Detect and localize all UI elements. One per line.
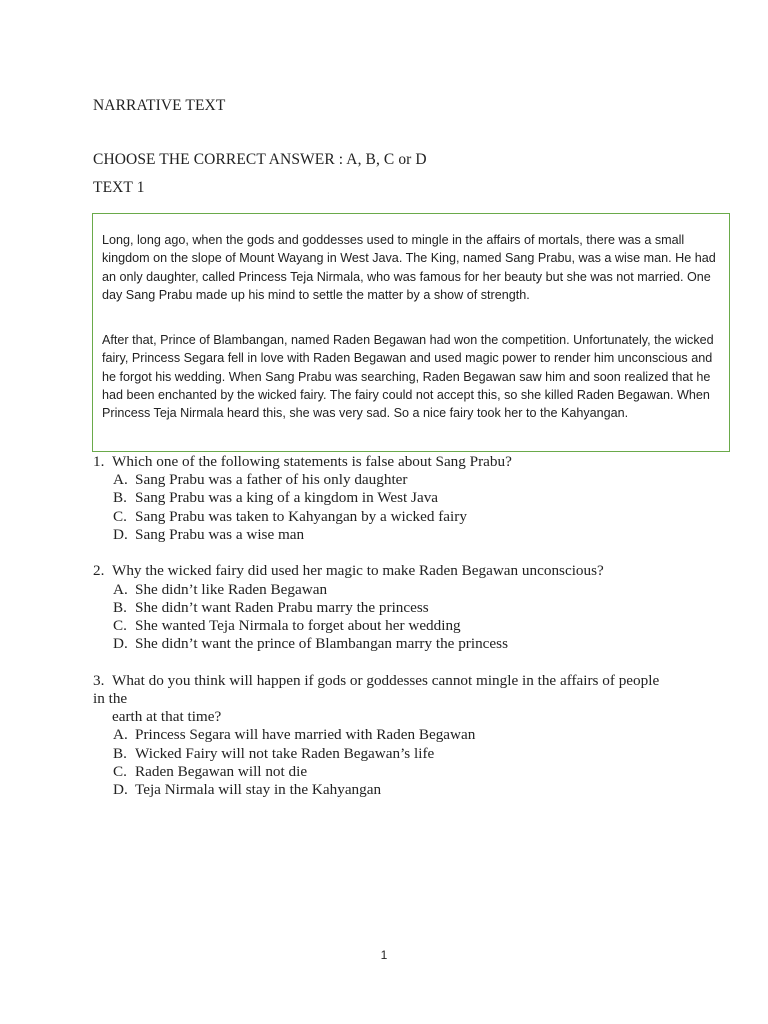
option-letter: A. <box>113 580 128 598</box>
option-text: She wanted Teja Nirmala to forget about her wedding <box>135 617 461 635</box>
option-text: Teja Nirmala will stay in the Kahyangan <box>135 781 382 799</box>
answer-options <box>93 471 693 544</box>
question-3 <box>93 672 693 799</box>
option-text: She didn’t want Raden Prabu marry the princess <box>135 598 429 616</box>
option-letter: C. <box>113 507 127 525</box>
answer-option[interactable] <box>113 726 693 744</box>
option-letter: A. <box>113 471 128 489</box>
question-text: Why the wicked fairy did used her magic to make Raden Begawan unconscious? <box>112 562 604 580</box>
question-1 <box>93 453 693 544</box>
question-stem <box>93 562 693 580</box>
question-number: 1. <box>93 453 105 470</box>
section-label: TEXT 1 <box>93 179 145 196</box>
option-letter: C. <box>113 762 127 780</box>
answer-option[interactable] <box>113 599 693 617</box>
page-number: 1 <box>380 948 388 962</box>
option-letter: D. <box>113 525 128 543</box>
option-text: Princess Segara will have married with Raden Begawan <box>135 726 476 744</box>
question-text-continued: earth at that time? <box>112 708 222 726</box>
option-letter: C. <box>113 617 127 635</box>
question-text: What do you think will happen if gods or goddesses cannot mingle in the affairs of people <box>112 671 660 689</box>
question-list <box>93 453 693 818</box>
option-text: Sang Prabu was a wise man <box>135 525 305 543</box>
answer-option[interactable] <box>113 763 693 781</box>
question-text: Which one of the following statements is false about Sang Prabu? <box>112 453 512 470</box>
option-text: She didn’t want the prince of Blambangan marry the princess <box>135 635 508 653</box>
option-text: Sang Prabu was taken to Kahyangan by a wicked fairy <box>135 507 467 525</box>
question-number: 3. <box>93 671 105 689</box>
answer-option[interactable] <box>113 508 693 526</box>
passage-paragraph: After that, Prince of Blambangan, named Raden Begawan had won the competition. Unfortunately, the wicked fairy, Princess Segara fell in love with Raden Begawan and used magic power to render him unconscious and he forgot his wedding. When Sang Prabu was searching, Raden Begawan saw him and soon realized that he had been enchanted by the wicked fairy. The fairy could not accept this, so she killed Raden Begawan. When Princess Teja Nirmala heard this, she was very sad. So a nice fairy took her to the Kahyangan. <box>102 333 714 421</box>
reading-passage-box <box>92 213 730 452</box>
option-letter: B. <box>113 598 127 616</box>
answer-option[interactable] <box>113 635 693 653</box>
question-stem <box>93 672 693 690</box>
option-letter: B. <box>113 744 127 762</box>
option-text: Wicked Fairy will not take Raden Begawan’s life <box>135 744 435 762</box>
passage-paragraph: Long, long ago, when the gods and goddesses used to mingle in the affairs of mortals, there was a small kingdom on the slope of Mount Wayang in West Java. The King, named Sang Prabu, was a wise man. He had an only daughter, called Princess Teja Nirmala, who was famous for her beauty but she was not married. One day Sang Prabu made up his mind to settle the matter by a show of strength. <box>102 233 716 302</box>
answer-options <box>93 581 693 654</box>
option-text: Raden Begawan will not die <box>135 762 308 780</box>
question-text-wrap: in the <box>93 690 128 708</box>
option-text: She didn’t like Raden Begawan <box>135 580 328 598</box>
answer-option[interactable] <box>113 745 693 763</box>
answer-option[interactable] <box>113 581 693 599</box>
option-text: Sang Prabu was a king of a kingdom in West Java <box>135 489 439 507</box>
instruction-text: CHOOSE THE CORRECT ANSWER : A, B, C or D <box>93 151 427 168</box>
option-letter: D. <box>113 781 128 799</box>
question-number: 2. <box>93 562 105 580</box>
answer-option[interactable] <box>113 471 693 489</box>
answer-option[interactable] <box>113 617 693 635</box>
option-text: Sang Prabu was a father of his only daughter <box>135 471 408 489</box>
option-letter: D. <box>113 635 128 653</box>
answer-option[interactable] <box>113 526 693 544</box>
question-2 <box>93 562 693 653</box>
question-stem <box>93 453 693 471</box>
option-letter: A. <box>113 726 128 744</box>
answer-option[interactable] <box>113 781 693 799</box>
answer-option[interactable] <box>113 489 693 507</box>
answer-options <box>93 726 693 799</box>
document-title: NARRATIVE TEXT <box>93 97 226 114</box>
option-letter: B. <box>113 489 127 507</box>
